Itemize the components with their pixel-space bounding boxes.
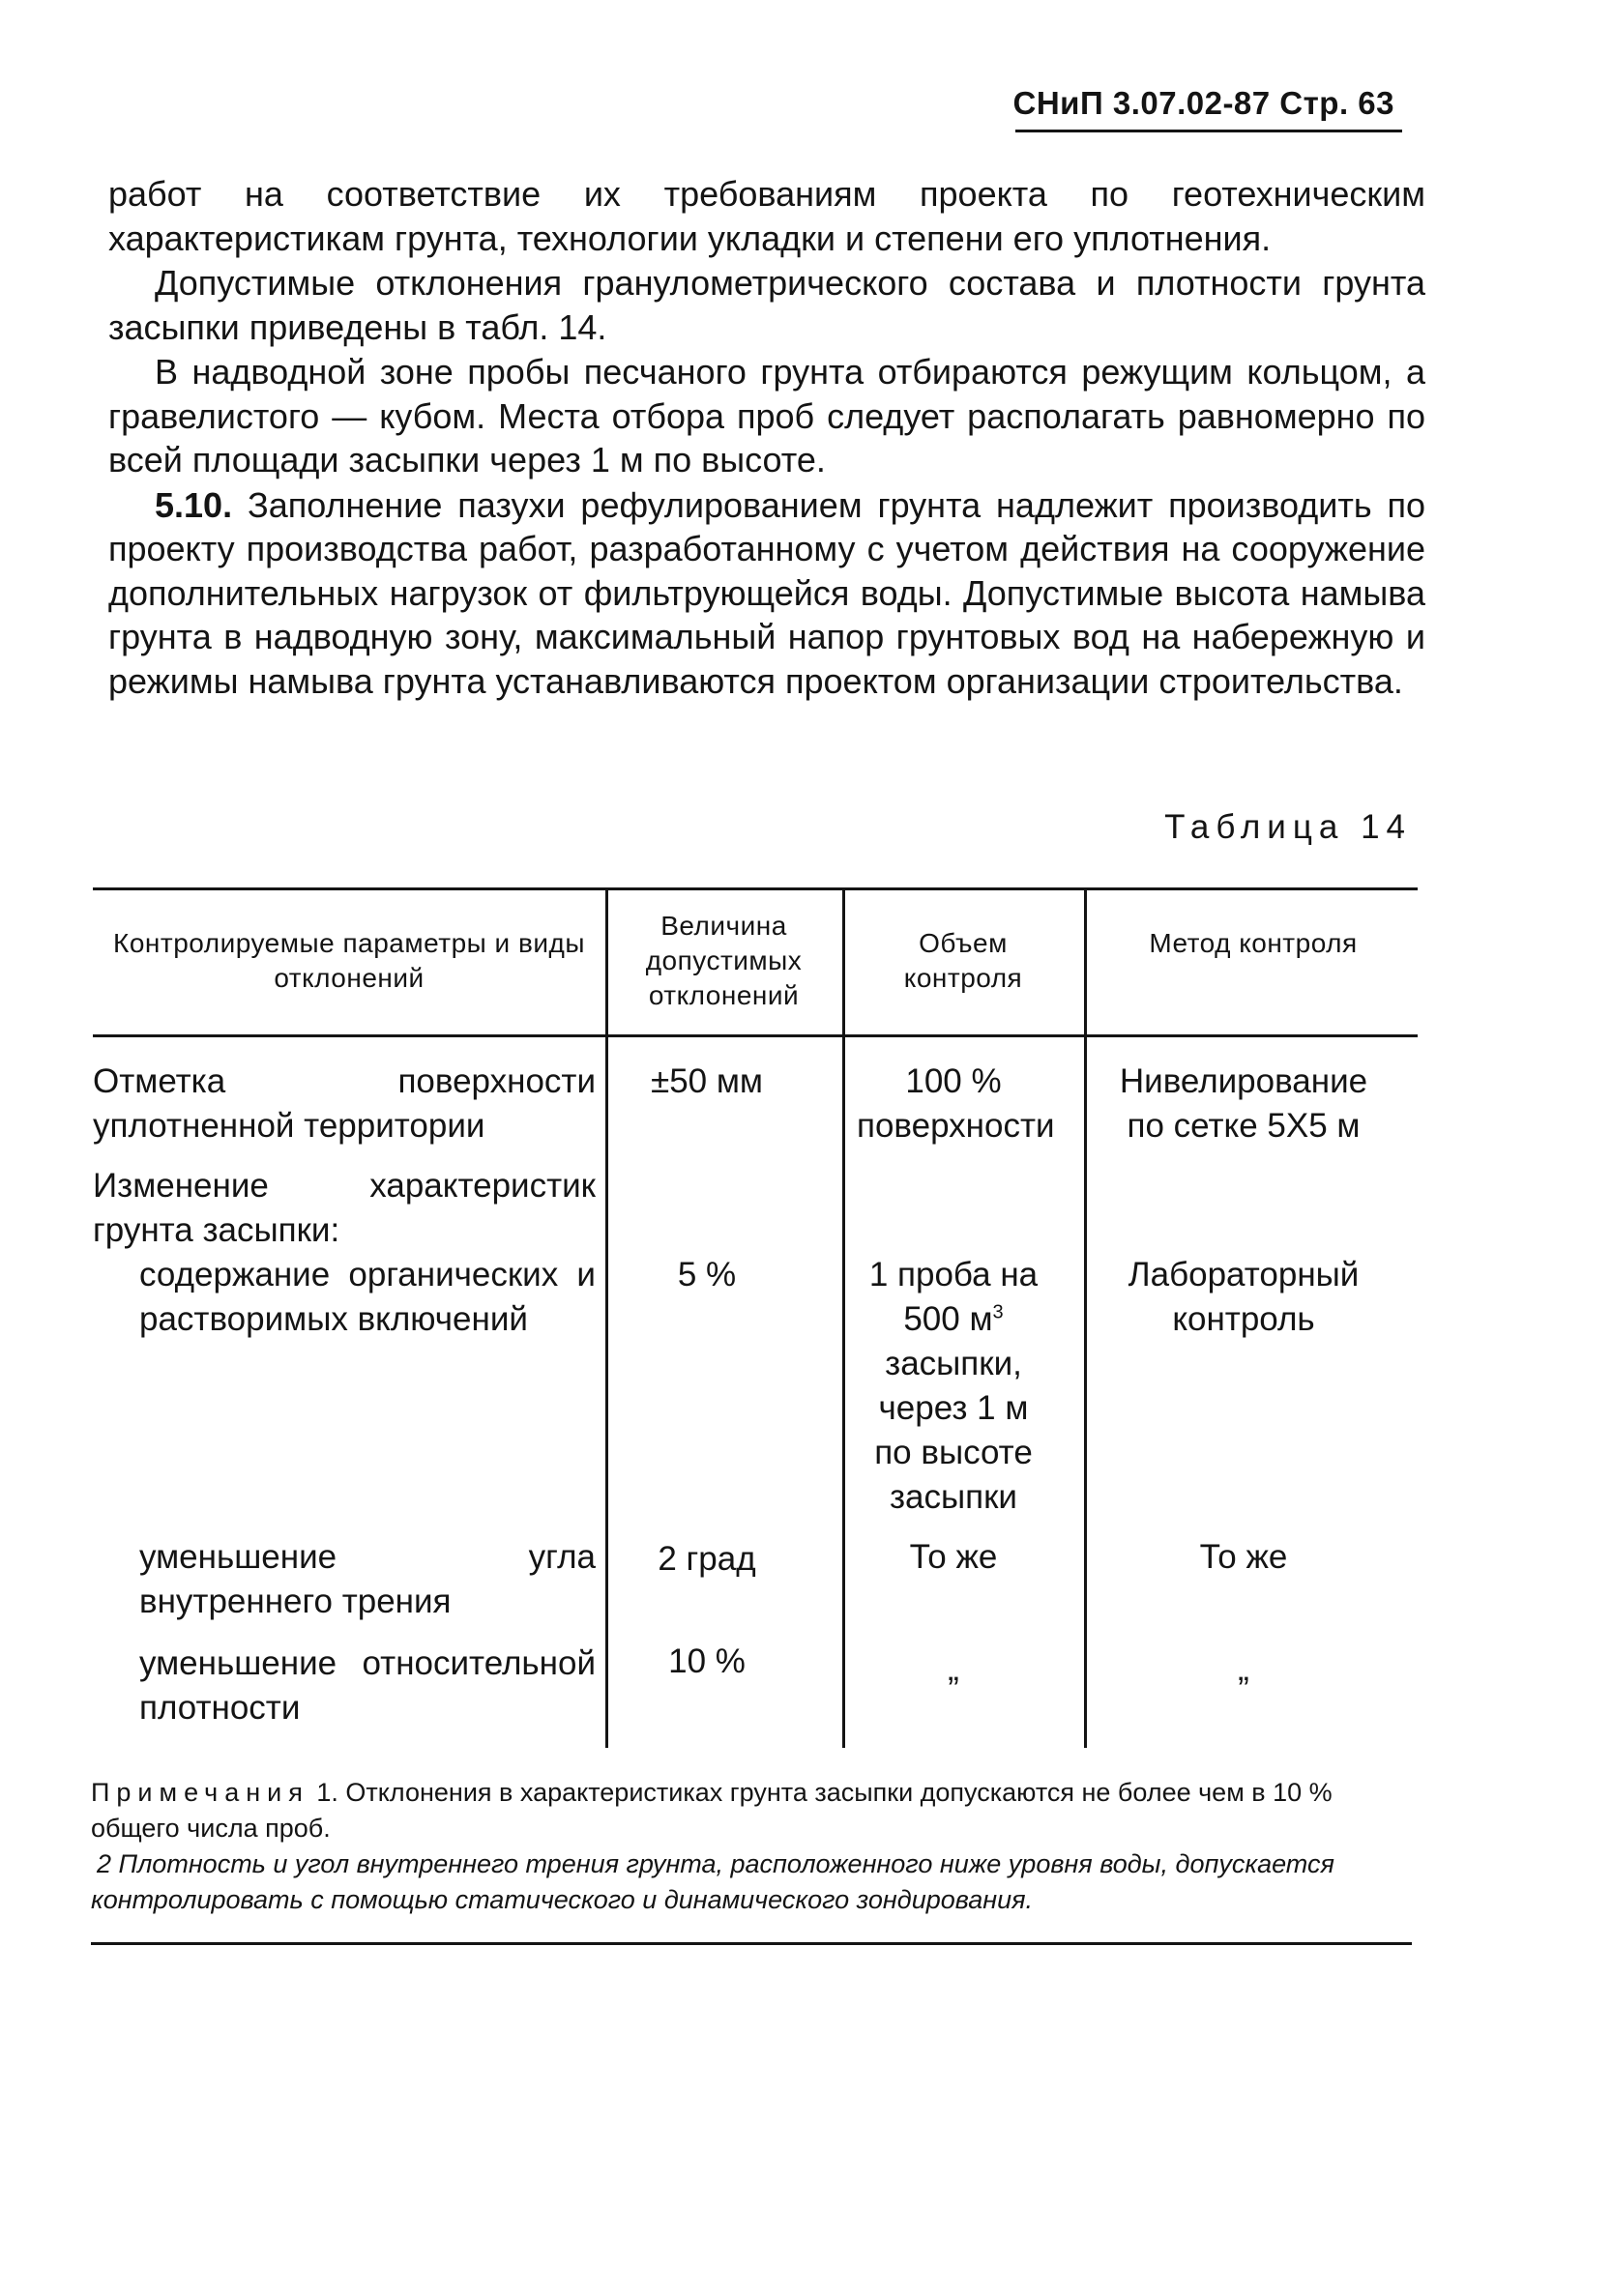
page-header: [1012, 79, 1402, 132]
clause-number: 5.10.: [155, 484, 233, 525]
row3-volume-main: 1 проба на 500 м: [868, 1256, 1039, 1338]
cubic-superscript: 3: [992, 1301, 1004, 1323]
tolerance-table: [93, 887, 1418, 1748]
row1-parameter: Отметка поверхности уплотненной территории: [93, 1062, 596, 1145]
header-parameters: Контролируемые параметры и виды отклонений: [113, 928, 585, 993]
row4-parameter: уменьшение угла внутреннего трения: [139, 1538, 596, 1620]
table-header-rule: [93, 1034, 1418, 1037]
row5-method: „: [1238, 1650, 1249, 1688]
row1-volume: 100 % поверхности: [857, 1062, 1055, 1145]
column-divider-3: [1084, 887, 1087, 1748]
column-divider-1: [605, 887, 608, 1748]
table-title: Таблица 14: [1164, 808, 1412, 846]
row3-volume: [857, 1253, 1050, 1520]
paragraph-1: работ на соответствие их требованиям проекта по геотехническим характеристикам грунта, технологии укладки и степени его уплотнения.: [108, 174, 1425, 258]
bottom-rule: [91, 1942, 1412, 1945]
row5-tolerance: 10 %: [668, 1642, 746, 1680]
row4-method: То же: [1199, 1538, 1288, 1576]
row3-volume-rest: засыпки, через 1 м по высоте засыпки: [874, 1345, 1033, 1516]
note-1-text: 1. Отклонения в характеристиках грунта засыпки допускаются не более чем в 10 % общего числа проб.: [91, 1778, 1333, 1843]
header-method: Метод контроля: [1149, 928, 1358, 958]
row1-method: Нивелирование по сетке 5Х5 м: [1119, 1062, 1368, 1145]
note-2: 2 Плотность и угол внутреннего трения грунта, расположенного ниже уровня воды, допускается контролировать с помощью статического и динамического зондирования.: [91, 1849, 1334, 1914]
header-volume: Объем контроля: [903, 928, 1023, 993]
table-top-rule: [93, 887, 1418, 890]
row4-tolerance: 2 град: [658, 1540, 756, 1578]
row5-volume: „: [948, 1650, 959, 1688]
paragraph-4: [108, 483, 1425, 704]
notes-label: Примечания: [91, 1778, 309, 1807]
row3-parameter: содержание органических и растворимых включений: [139, 1256, 596, 1338]
paragraph-3: В надводной зоне пробы песчаного грунта отбираются режущим кольцом, а гравелистого — кубом. Места отбора проб следует располагать равномерно по всей площади засыпки через 1 м по высоте.: [108, 352, 1425, 480]
header-tolerance: Величина допустимых отклонений: [645, 911, 803, 1010]
doc-code: СНиП 3.07.02-87 Стр. 63: [1012, 85, 1394, 121]
body-text: [108, 172, 1425, 704]
row3-method: Лабораторный контроль: [1128, 1256, 1360, 1338]
note-1: [91, 1775, 1416, 1846]
paragraph-2: Допустимые отклонения гранулометрического состава и плотности грунта засыпки приведены в табл. 14.: [108, 263, 1425, 347]
row1-tolerance: ±50 мм: [651, 1062, 763, 1100]
row2-parameter: Изменение характеристик грунта засыпки:: [93, 1167, 596, 1249]
column-divider-2: [842, 887, 845, 1748]
table-notes: [91, 1775, 1416, 1918]
row3-tolerance: 5 %: [677, 1256, 737, 1293]
row5-parameter: уменьшение относительной плотности: [139, 1644, 596, 1727]
row4-volume: То же: [909, 1538, 998, 1576]
paragraph-4-text: Заполнение пазухи рефулированием грунта надлежит производить по проекту производства работ, разработанному с учетом действия на сооружение дополнительных нагрузок от фильтрующейся воды. Допустимые высота намыва грунта в надводную зону, максимальный напор грунтовых вод на набережную и режимы намыва грунта устанавливаются проектом организации строительства.: [108, 484, 1425, 701]
